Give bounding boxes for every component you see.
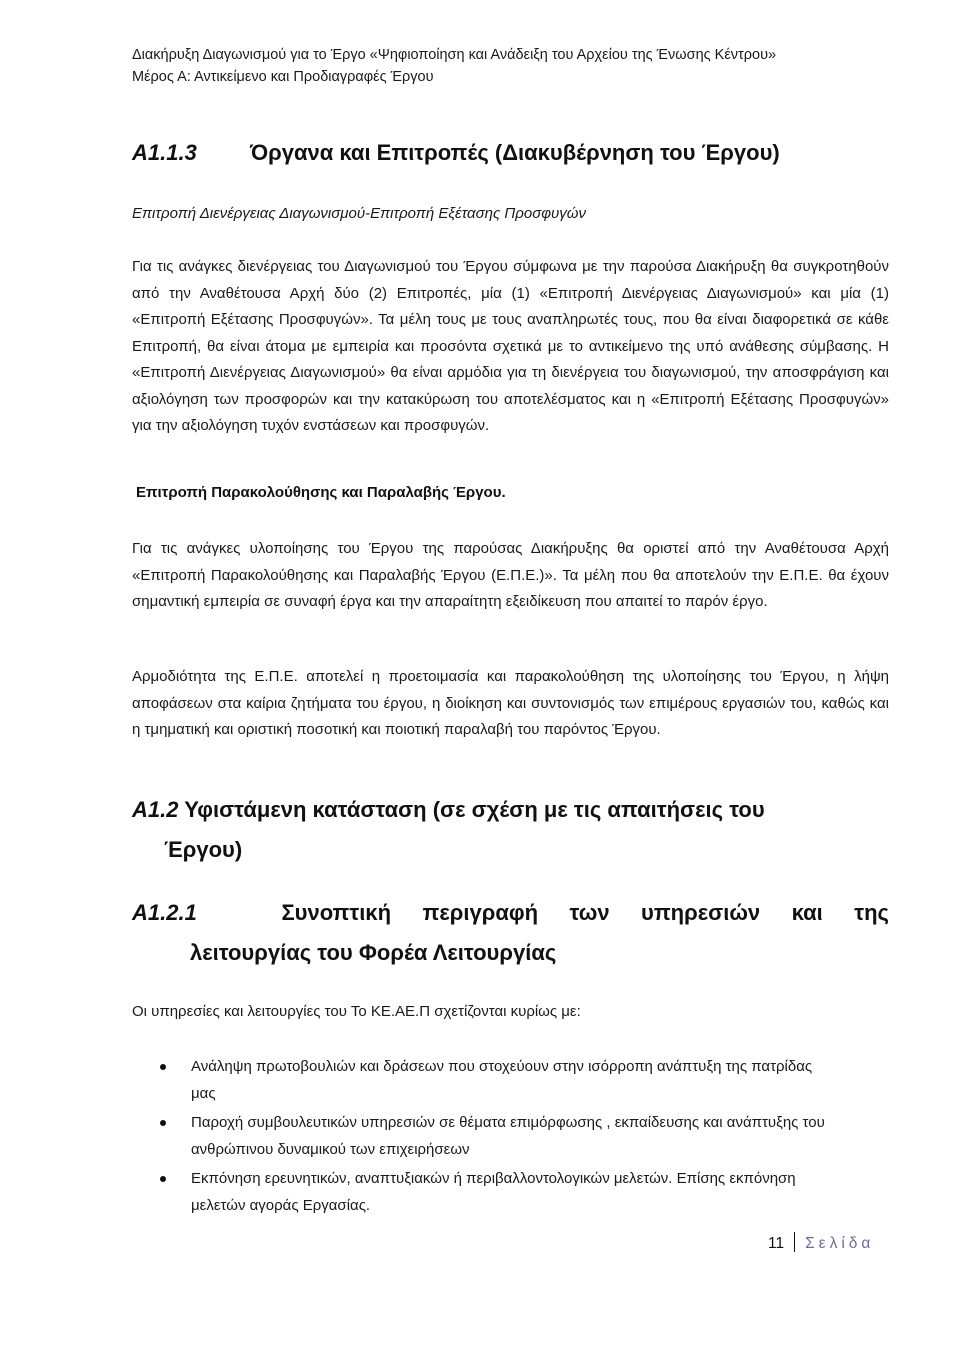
section-title-line2: λειτουργίας του Φορέα Λειτουργίας [190, 940, 557, 965]
list-item [132, 1165, 832, 1219]
section-number: Α1.2 [132, 797, 179, 822]
title-word: υπηρεσιών [641, 900, 761, 925]
list-item-text: Παροχή συμβουλευτικών υπηρεσιών σε θέματα επιμόρφωσης , εκπαίδευσης και ανάπτυξης του ανθρώπινου δυναμικού των επιχειρήσεων [191, 1114, 825, 1158]
title-word: Συνοπτική [281, 900, 392, 925]
section-title-line1: Υφιστάμενη κατάσταση (σε σχέση με τις απαιτήσεις του [184, 797, 765, 822]
section-number: Α1.2.1 [132, 900, 197, 925]
section-number: Α1.1.3 [132, 140, 197, 165]
list-item-text: Ανάληψη πρωτοβουλιών και δράσεων που στοχεύουν στην ισόρροπη ανάπτυξη της πατρίδας μας [191, 1058, 813, 1102]
title-word: και [791, 900, 823, 925]
title-word: της [854, 900, 889, 925]
page-label: Σελίδα [805, 1235, 875, 1252]
header-title: Διακήρυξη Διαγωνισμού για το Έργο «Ψηφιοποίηση και Ανάδειξη του Αρχείου της Ένωσης Κέντρου» [132, 47, 777, 63]
list-item-text: Εκπόνηση ερευνητικών, αναπτυξιακών ή περιβαλλοντολογικών μελετών. Επίσης εκπόνηση μελετών αγοράς Εργασίας. [191, 1170, 796, 1214]
services-intro: Οι υπηρεσίες και λειτουργίες του Το ΚΕ.ΑΕ.Π σχετίζονται κυρίως με: [132, 1003, 581, 1020]
bullet-icon [160, 1120, 166, 1126]
committees-paragraph: Για τις ανάγκες διενέργειας του Διαγωνισμού του Έργου σύμφωνα με την παρούσα Διακήρυξη θα συγκροτηθούν από την Αναθέτουσα Αρχή δύο (2) Επιτροπές, μία (1) «Επιτροπή Διενέργειας Διαγωνισμού» και μία (1) «Επιτροπή Εξέτασης Προσφυγών». Τα μέλη τους με τους αναπληρωτές τους, που θα είναι διαφορετικά σε κάθε Επιτροπή, θα είναι άτομα με εμπειρία και προσόντα σχετικά με το αντικείμενο της υπό ανάθεσης σύμβασης. Η «Επιτροπή Διενέργειας Διαγωνισμού» θα είναι αρμόδια για τη διενέργεια του διαγωνισμού, την αποσφράγιση και αξιολόγηση των προσφορών και την κατακύρωση του αποτελέσματος και η «Επιτροπή Εξέτασης Προσφυγών» για την αξιολόγηση τυχόν ενστάσεων και προσφυγών. [132, 258, 889, 434]
section-heading-a12 [132, 790, 889, 870]
page-number: 11 [768, 1235, 785, 1252]
header-subtitle: Μέρος Α: Αντικείμενο και Προδιαγραφές Έργου [132, 69, 434, 85]
bullet-icon [160, 1176, 166, 1182]
section-title: Όργανα και Επιτροπές (Διακυβέρνηση του Έργου) [250, 140, 780, 165]
bullet-icon [160, 1064, 166, 1070]
monitoring-paragraph-1: Για τις ανάγκες υλοποίησης του Έργου της παρούσας Διακήρυξης θα οριστεί από την Αναθέτουσα Αρχή «Επιτροπή Παρακολούθησης και Παραλαβής Έργου (Ε.Π.Ε.)». Τα μέλη που θα αποτελούν την Ε.Π.Ε. θα έχουν σημαντική εμπειρία σε συναφή έργα και την απαραίτητη εξειδίκευση που απαιτεί το παρόν έργο. [132, 540, 889, 610]
list-item [132, 1053, 832, 1107]
committee-subheading: Επιτροπή Διενέργειας Διαγωνισμού-Επιτροπή Εξέτασης Προσφυγών [132, 205, 586, 222]
title-word: περιγραφή [422, 900, 539, 925]
monitoring-paragraph-2: Αρμοδιότητα της Ε.Π.Ε. αποτελεί η προετοιμασία και παρακολούθηση της υλοποίησης του Έργου, η λήψη αποφάσεων στα καίρια ζητήματα του έργου, η διοίκηση και συντονισμός των επιμέρους εργασιών του, καθώς και η τμηματική και οριστική ποσοτική και ποιοτική παραλαβή του παρόντος Έργου. [132, 668, 889, 738]
section-title-line2: Έργου) [164, 837, 243, 862]
monitoring-committee-heading: Επιτροπή Παρακολούθησης και Παραλαβής Έργου. [136, 484, 506, 501]
page-footer [768, 1232, 874, 1253]
section-heading-a121 [132, 893, 889, 973]
section-heading-a113 [132, 140, 872, 166]
title-word: των [569, 900, 610, 925]
services-list [132, 1053, 832, 1221]
footer-divider [794, 1232, 795, 1252]
page-header [132, 44, 832, 88]
list-item [132, 1109, 832, 1163]
